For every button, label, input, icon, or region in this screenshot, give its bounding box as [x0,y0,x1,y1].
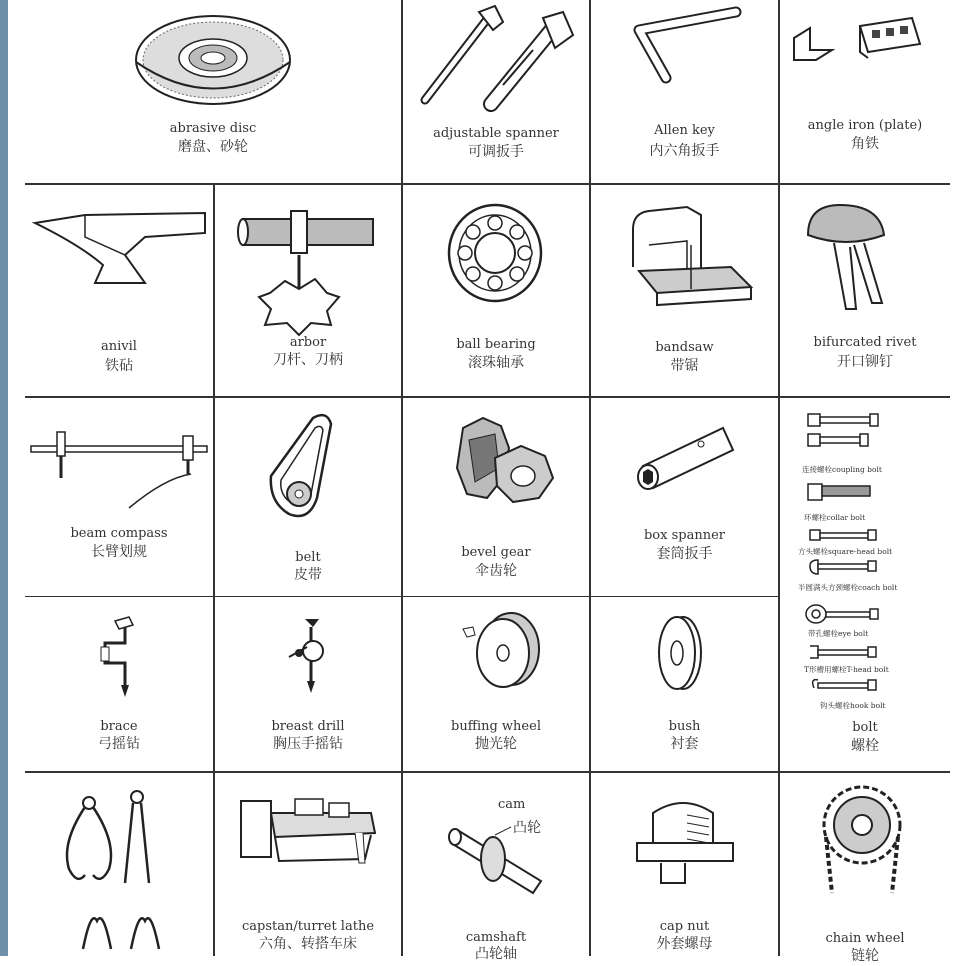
ball-bearing-label-cn: 滚珠轴承 [468,355,524,371]
capstan-lathe-label-cn: 六角、转搭车床 [259,936,357,952]
angle-iron-label-en: angle iron (plate) [807,118,923,133]
abrasive-disc-label-cn: 磨盘、砂轮 [178,139,248,155]
bolt-type-label: T形槽用螺栓T-head bolt [804,665,889,674]
brace-label-cn: 弓摇钻 [98,736,140,752]
arbor-label-cn: 刀杆、刀柄 [273,352,343,368]
cell-breast-drill [215,597,401,771]
allen-key-label-cn: 内六角扳手 [649,143,720,159]
bolt-type-label: 方头螺栓square-head bolt [798,547,893,556]
bolt-type-label: 半圆满头方颈螺栓coach bolt [798,583,898,592]
buffing-wheel-label-cn: 抛光轮 [475,736,517,752]
cell-cap-nut [591,773,778,956]
cell-bevel-gear [403,398,589,596]
cell-calipers [25,773,213,956]
bolt-type-label: 连接螺栓coupling bolt [802,465,882,474]
beam-compass-label-cn: 长臂划规 [91,544,147,560]
arbor-label-en: arbor [289,335,327,350]
abrasive-disc-label-en: abrasive disc [169,121,257,136]
box-spanner-illustration [591,398,778,596]
chain-wheel-label-en: chain wheel [825,931,905,946]
cam-label-cn: 凸轮 [513,820,541,836]
cell-bifurcated-rivet [780,185,950,396]
angle-iron-illustration [780,0,950,183]
belt-label-en: belt [295,550,321,565]
cell-ball-bearing [403,185,589,396]
cap-nut-label-en: cap nut [659,919,710,934]
cell-bandsaw [591,185,778,396]
bevel-gear-label-en: bevel gear [461,545,531,560]
cell-camshaft [403,773,589,962]
cell-brace [25,597,213,771]
anvil-label-en: anivil [101,339,137,354]
allen-key-label-en: Allen key [654,123,715,138]
cell-beam-compass [25,398,213,596]
bolt-type-label: 带孔螺栓eye bolt [808,629,869,638]
cap-nut-label-cn: 外套螺母 [656,936,713,952]
cell-belt [215,398,401,596]
bush-label-en: bush [668,719,701,734]
bolt-type-label: 环螺栓collar bolt [804,513,866,522]
buffing-wheel-label-en: buffing wheel [451,719,541,734]
beam-compass-label-en: beam compass [70,526,168,541]
cell-chain-wheel [780,773,950,964]
chain-wheel-label-cn: 链轮 [851,948,879,964]
calipers-illustration [25,773,213,956]
bolt-type-label: 钩头螺栓hook bolt [820,701,886,710]
cell-bush [591,597,778,771]
angle-iron-label-cn: 角铁 [851,136,879,152]
beam-compass-illustration [25,398,213,596]
cell-box-spanner [591,398,778,596]
cell-allen-key [591,0,778,183]
breast-drill-label-cn: 胸压手摇钻 [273,736,343,752]
anvil-label-cn: 铁砧 [105,358,133,374]
cell-arbor [215,185,401,396]
cell-capstan-lathe [215,773,401,956]
bandsaw-label-cn: 带锯 [670,358,699,374]
page-left-edge [0,0,8,956]
camshaft-label-en: camshaft [465,930,527,945]
bifurcated-rivet-label-cn: 开口铆钉 [837,354,893,370]
adjustable-spanner-label-cn: 可调扳手 [468,144,524,160]
brace-label-en: brace [100,719,138,734]
belt-label-cn: 皮带 [294,567,322,583]
cell-bolt [780,398,950,771]
ball-bearing-label-en: ball bearing [456,337,536,352]
capstan-lathe-label-en: capstan/turret lathe [241,919,375,934]
cell-angle-iron [780,0,950,183]
bolt-label-cn: 螺栓 [851,738,879,754]
cell-adjustable-spanner [403,0,589,183]
box-spanner-label-en: box spanner [643,528,725,543]
cell-anvil [25,185,213,396]
box-spanner-label-cn: 套筒扳手 [656,546,713,562]
bevel-gear-label-cn: 伞齿轮 [475,563,517,579]
cell-abrasive-disc [25,0,401,183]
adjustable-spanner-label-en: adjustable spanner [433,126,559,141]
breast-drill-label-en: breast drill [271,719,345,734]
bifurcated-rivet-label-en: bifurcated rivet [813,335,917,350]
cell-buffing-wheel [403,597,589,771]
bush-label-cn: 衬套 [670,736,699,752]
cam-label-en: cam [498,797,526,812]
bandsaw-label-en: bandsaw [655,340,714,355]
bolt-label-en: bolt [852,720,878,735]
camshaft-label-cn: 凸轮轴 [475,946,517,962]
